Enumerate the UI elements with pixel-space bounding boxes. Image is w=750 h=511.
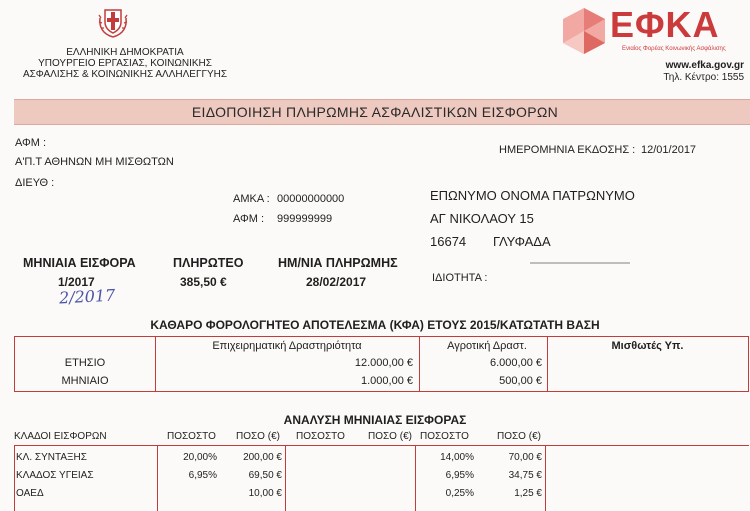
analysis-grid-divider [545, 445, 546, 511]
document-title: ΕΙΔΟΠΟΙΗΣΗ ΠΛΗΡΩΜΗΣ ΑΣΦΑΛΙΣΤΙΚΩΝ ΕΙΣΦΟΡΩΝ [191, 104, 559, 120]
amka-value: 00000000000 [277, 193, 345, 205]
pension-amount-1: 200,00 € [243, 452, 282, 463]
branch-health: ΚΛΑΔΟΣ ΥΓΕΙΑΣ [16, 470, 94, 481]
health-amount-3: 34,75 € [508, 470, 542, 481]
pension-rate-3: 14,00% [440, 452, 474, 463]
analysis-title: ΑΝΑΛΥΣΗ ΜΗΝΙΑΙΑΣ ΕΙΣΦΟΡΑΣ [283, 413, 467, 427]
oaed-rate-3: 0,25% [445, 488, 474, 499]
col-salaried: Μισθωτές Υπ. [611, 340, 684, 352]
header-rate-3: ΠΟΣΟΣΤΟ [420, 431, 469, 442]
col-agricultural: Αγροτική Δραστ. [447, 340, 527, 352]
header-branches: ΚΛΑΔΟΙ ΕΙΣΦΟΡΩΝ [14, 431, 107, 442]
phone-number: Τηλ. Κέντρο: 1555 [663, 72, 744, 83]
efka-logo-subtitle: Ενιαίος Φορέας Κοινωνικής Ασφάλισης [622, 46, 726, 52]
amka-label: ΑΜΚΑ : [233, 193, 270, 205]
payment-date-label: ΗΜ/ΝΙΑ ΠΛΗΡΩΜΗΣ [278, 256, 398, 270]
monthly-business: 1.000,00 € [361, 375, 413, 387]
ministry-line: ΥΠΟΥΡΓΕΙΟ ΕΡΓΑΣΙΑΣ, ΚΟΙΝΩΝΙΚΗΣ [38, 58, 212, 69]
health-amount-1: 69,50 € [248, 470, 282, 481]
efka-logo-text: ΕΦΚΑ [610, 4, 720, 45]
header-amount-1: ΠΟΣΟ (€) [236, 431, 280, 442]
row-monthly-label: ΜΗΝΙΑΙΟ [61, 375, 109, 387]
vat-label: ΑΦΜ : [15, 137, 47, 149]
header-rate-1: ΠΟΣΟΣΤΟ [167, 431, 216, 442]
insured-street: ΑΓ ΝΙΚΟΛΑΟΥ 15 [430, 211, 534, 226]
pension-amount-3: 70,00 € [508, 452, 542, 463]
efka-logo [560, 4, 750, 56]
insured-zip: 16674 [430, 234, 467, 249]
analysis-grid-top [14, 445, 749, 446]
insured-city: ΓΛΥΦΑΔΑ [493, 234, 551, 249]
annual-agricultural: 6.000,00 € [490, 357, 542, 369]
income-section-title: ΚΑΘΑΡΟ ΦΟΡΟΛΟΓΗΤΕΟ ΑΠΟΤΕΛΕΣΜΑ (ΚΦΑ) ΕΤΟΥΣ 2015/ΚΑΤΩΤΑΤΗ ΒΑΣΗ [150, 318, 600, 332]
insured-name: ΕΠΩΝΥΜΟ ΟΝΟΜΑ ΠΑΤΡΩΝΥΜΟ [430, 188, 635, 203]
payable-label: ΠΛΗΡΩΤΕΟ [173, 256, 244, 270]
income-table [14, 336, 749, 392]
annual-business: 12.000,00 € [354, 357, 413, 369]
analysis-grid-divider [415, 445, 416, 511]
handwritten-note: 2/2017 [58, 285, 116, 308]
branch-oaed: ΟΑΕΔ [16, 488, 44, 499]
header-rate-2: ΠΟΣΟΣΤΟ [296, 431, 345, 442]
oaed-amount-3: 1,25 € [514, 488, 542, 499]
monthly-agricultural: 500,00 € [499, 375, 542, 387]
analysis-grid-divider [285, 445, 286, 511]
afm-label: ΑΦΜ : [233, 213, 265, 225]
payment-date: 28/02/2017 [306, 275, 367, 289]
ministry-header [20, 47, 230, 80]
contact-info [663, 60, 744, 84]
contribution-period: 1/2017 [58, 275, 95, 289]
status-label: ΙΔΙΟΤΗΤΑ : [432, 272, 488, 284]
header-amount-3: ΠΟΣΟ (€) [497, 431, 541, 442]
ministry-line: ΑΣΦΑΛΙΣΗΣ & ΚΟΙΝΩΝΙΚΗΣ ΑΛΛΗΛΕΓΓΥΗΣ [22, 69, 228, 80]
issue-date: 12/01/2017 [641, 144, 697, 156]
issue-date-label: ΗΜΕΡΟΜΗΝΙΑ ΕΚΔΟΣΗΣ : [499, 144, 636, 156]
analysis-grid-left [14, 445, 15, 511]
ministry-line: ΕΛΛΗΝΙΚΗ ΔΗΜΟΚΡΑΤΙΑ [66, 47, 184, 58]
analysis-grid-divider [157, 445, 158, 511]
efka-hexagon-icon [560, 6, 608, 56]
branch-pension: ΚΛ. ΣΥΝΤΑΞΗΣ [16, 452, 87, 463]
website-link[interactable]: www.efka.gov.gr [665, 60, 744, 71]
row-annual-label: ΕΤΗΣΙΟ [64, 357, 106, 369]
afm-value: 999999999 [277, 213, 333, 225]
col-business: Επιχειρηματική Δραστηριότητα [212, 340, 362, 352]
payable-amount: 385,50 € [180, 275, 227, 289]
tax-office: Α'Π.Τ ΑΘΗΝΩΝ ΜΗ ΜΙΣΘΩΤΩΝ [15, 156, 174, 168]
health-rate-3: 6,95% [445, 470, 474, 481]
greek-republic-seal-icon [96, 4, 130, 40]
oaed-amount-1: 10,00 € [248, 488, 282, 499]
scan-artifact-line [530, 262, 630, 264]
header-amount-2: ΠΟΣΟ (€) [368, 431, 412, 442]
address-label: ΔΙΕΥΘ : [15, 177, 55, 189]
pension-rate-1: 20,00% [183, 452, 217, 463]
monthly-contribution-label: ΜΗΝΙΑΙΑ ΕΙΣΦΟΡΑ [23, 256, 136, 270]
health-rate-1: 6,95% [188, 470, 217, 481]
